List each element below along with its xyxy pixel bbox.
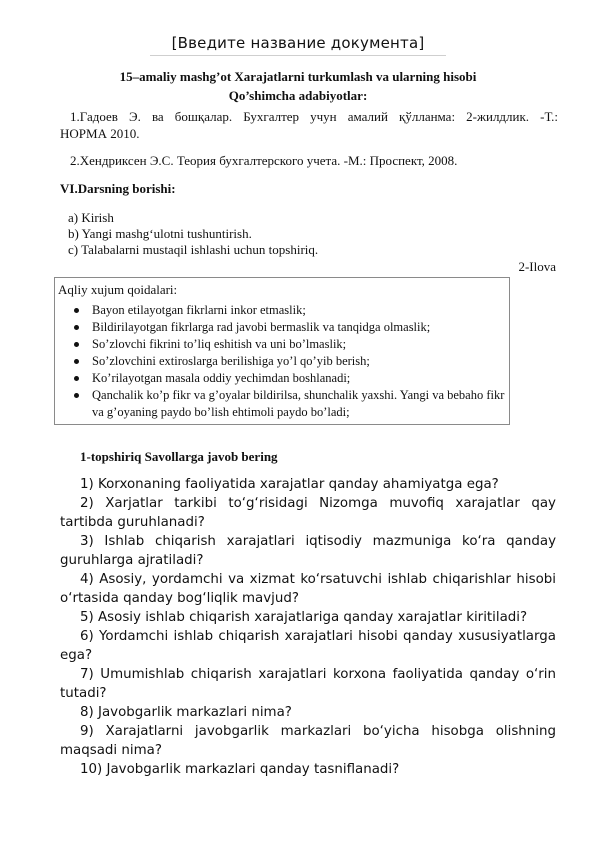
rules-heading: Aqliy xujum qoidalari: bbox=[58, 282, 178, 297]
question-9: 9) Xarajatlarni javobgarlik markazlari bo‘yicha hisobga olishning maqsadi nima? bbox=[60, 724, 556, 758]
bullet-icon bbox=[74, 393, 79, 398]
question-5: 5) Asosiy ishlab chiqarish xarajatlariga qanday xarajatlar kiritiladi? bbox=[80, 610, 528, 625]
section-heading: VI.Darsning borishi: bbox=[60, 181, 176, 196]
rule-text: Ko’rilayotgan masala oddiy yechimdan boshlanadi; bbox=[92, 371, 351, 385]
rules-list-item bbox=[55, 370, 507, 387]
question-7: 7) Umumishlab chiqarish xarajatlari korxona faoliyatida qanday o‘rin tutadi? bbox=[60, 667, 556, 701]
bullet-icon bbox=[74, 308, 79, 313]
rules-list-item bbox=[55, 336, 507, 353]
rule-text: Bildirilayotgan fikrlarga rad javobi bermaslik va tanqidga olmaslik; bbox=[92, 320, 431, 334]
question-3: 3) Ishlab chiqarish xarajatlari iqtisodiy mazmuniga ko‘ra qanday guruhlarga ajratiladi? bbox=[60, 534, 556, 568]
task-heading: 1-topshiriq Savollarga javob bering bbox=[80, 449, 278, 464]
plan-item-c: c) Talabalarni mustaqil ishlashi uchun topshiriq. bbox=[68, 242, 319, 257]
question-4: 4) Asosiy, yordamchi va xizmat ko‘rsatuvchi ishlab chiqarishlar hisobi o‘rtasida qanday bog‘liqlik mavjud? bbox=[60, 572, 556, 606]
bullet-icon bbox=[74, 325, 79, 330]
brainstorm-rules-box bbox=[54, 277, 510, 425]
appendix-label: 2-Ilova bbox=[518, 259, 556, 274]
document-header-title: [Введите название документа] bbox=[171, 34, 425, 52]
rule-text: So’zlovchini extiroslarga berilishiga yo’l qo’yib berish; bbox=[92, 354, 370, 368]
question-1: 1) Korxonaning faoliyatida xarajatlar qanday ahamiyatga ega? bbox=[80, 477, 499, 492]
bullet-icon bbox=[74, 342, 79, 347]
question-6: 6) Yordamchi ishlab chiqarish xarajatlari hisobi qanday xususiyatlarga ega? bbox=[60, 629, 556, 663]
reference-2: 2.Хендриксен Э.С. Теория бухгалтерского учета. -М.: Проспект, 2008. bbox=[70, 153, 458, 168]
reference-1-continuation: НОРМА 2010. bbox=[60, 126, 140, 141]
references-heading: Qo’shimcha adabiyotlar: bbox=[228, 88, 368, 103]
rules-list-item bbox=[55, 302, 507, 319]
question-2: 2) Xarjatlar tarkibi to‘g‘risidagi Nizomga muvofiq xarajatlar qay tartibda guruhlanadi? bbox=[60, 496, 556, 530]
question-8: 8) Javobgarlik markazlari nima? bbox=[80, 705, 292, 720]
document-title: 15–amaliy mashg’ot Xarajatlarni turkumlash va ularning hisobi bbox=[119, 69, 477, 84]
header-divider bbox=[150, 55, 446, 56]
rules-list-item bbox=[55, 387, 507, 421]
rules-list-item bbox=[55, 319, 507, 336]
rule-text: Bayon etilayotgan fikrlarni inkor etmaslik; bbox=[92, 303, 306, 317]
bullet-icon bbox=[74, 359, 79, 364]
reference-1: 1.Гадоев Э. ва бошқалар. Бухгалтер учун амалий қўлланма: 2-жилдлик. -Т.: bbox=[70, 109, 558, 124]
rule-text: So’zlovchi fikrini to’liq eshitish va uni bo’lmaslik; bbox=[92, 337, 347, 351]
question-10: 10) Javobgarlik markazlari qanday tasniflanadi? bbox=[80, 762, 400, 777]
rule-text: Qanchalik ko’p fikr va g’oyalar bildirilsa, shunchalik yaxshi. Yangi va bebaho fikr va g’oyaning paydo bo’lish ehtimoli paydo bo’ladi; bbox=[92, 388, 505, 419]
bullet-icon bbox=[74, 376, 79, 381]
rules-list bbox=[55, 302, 507, 421]
rules-list-item bbox=[55, 353, 507, 370]
plan-item-b: b) Yangi mashg‘ulotni tushuntirish. bbox=[68, 226, 252, 241]
plan-item-a: a) Kirish bbox=[68, 210, 114, 225]
